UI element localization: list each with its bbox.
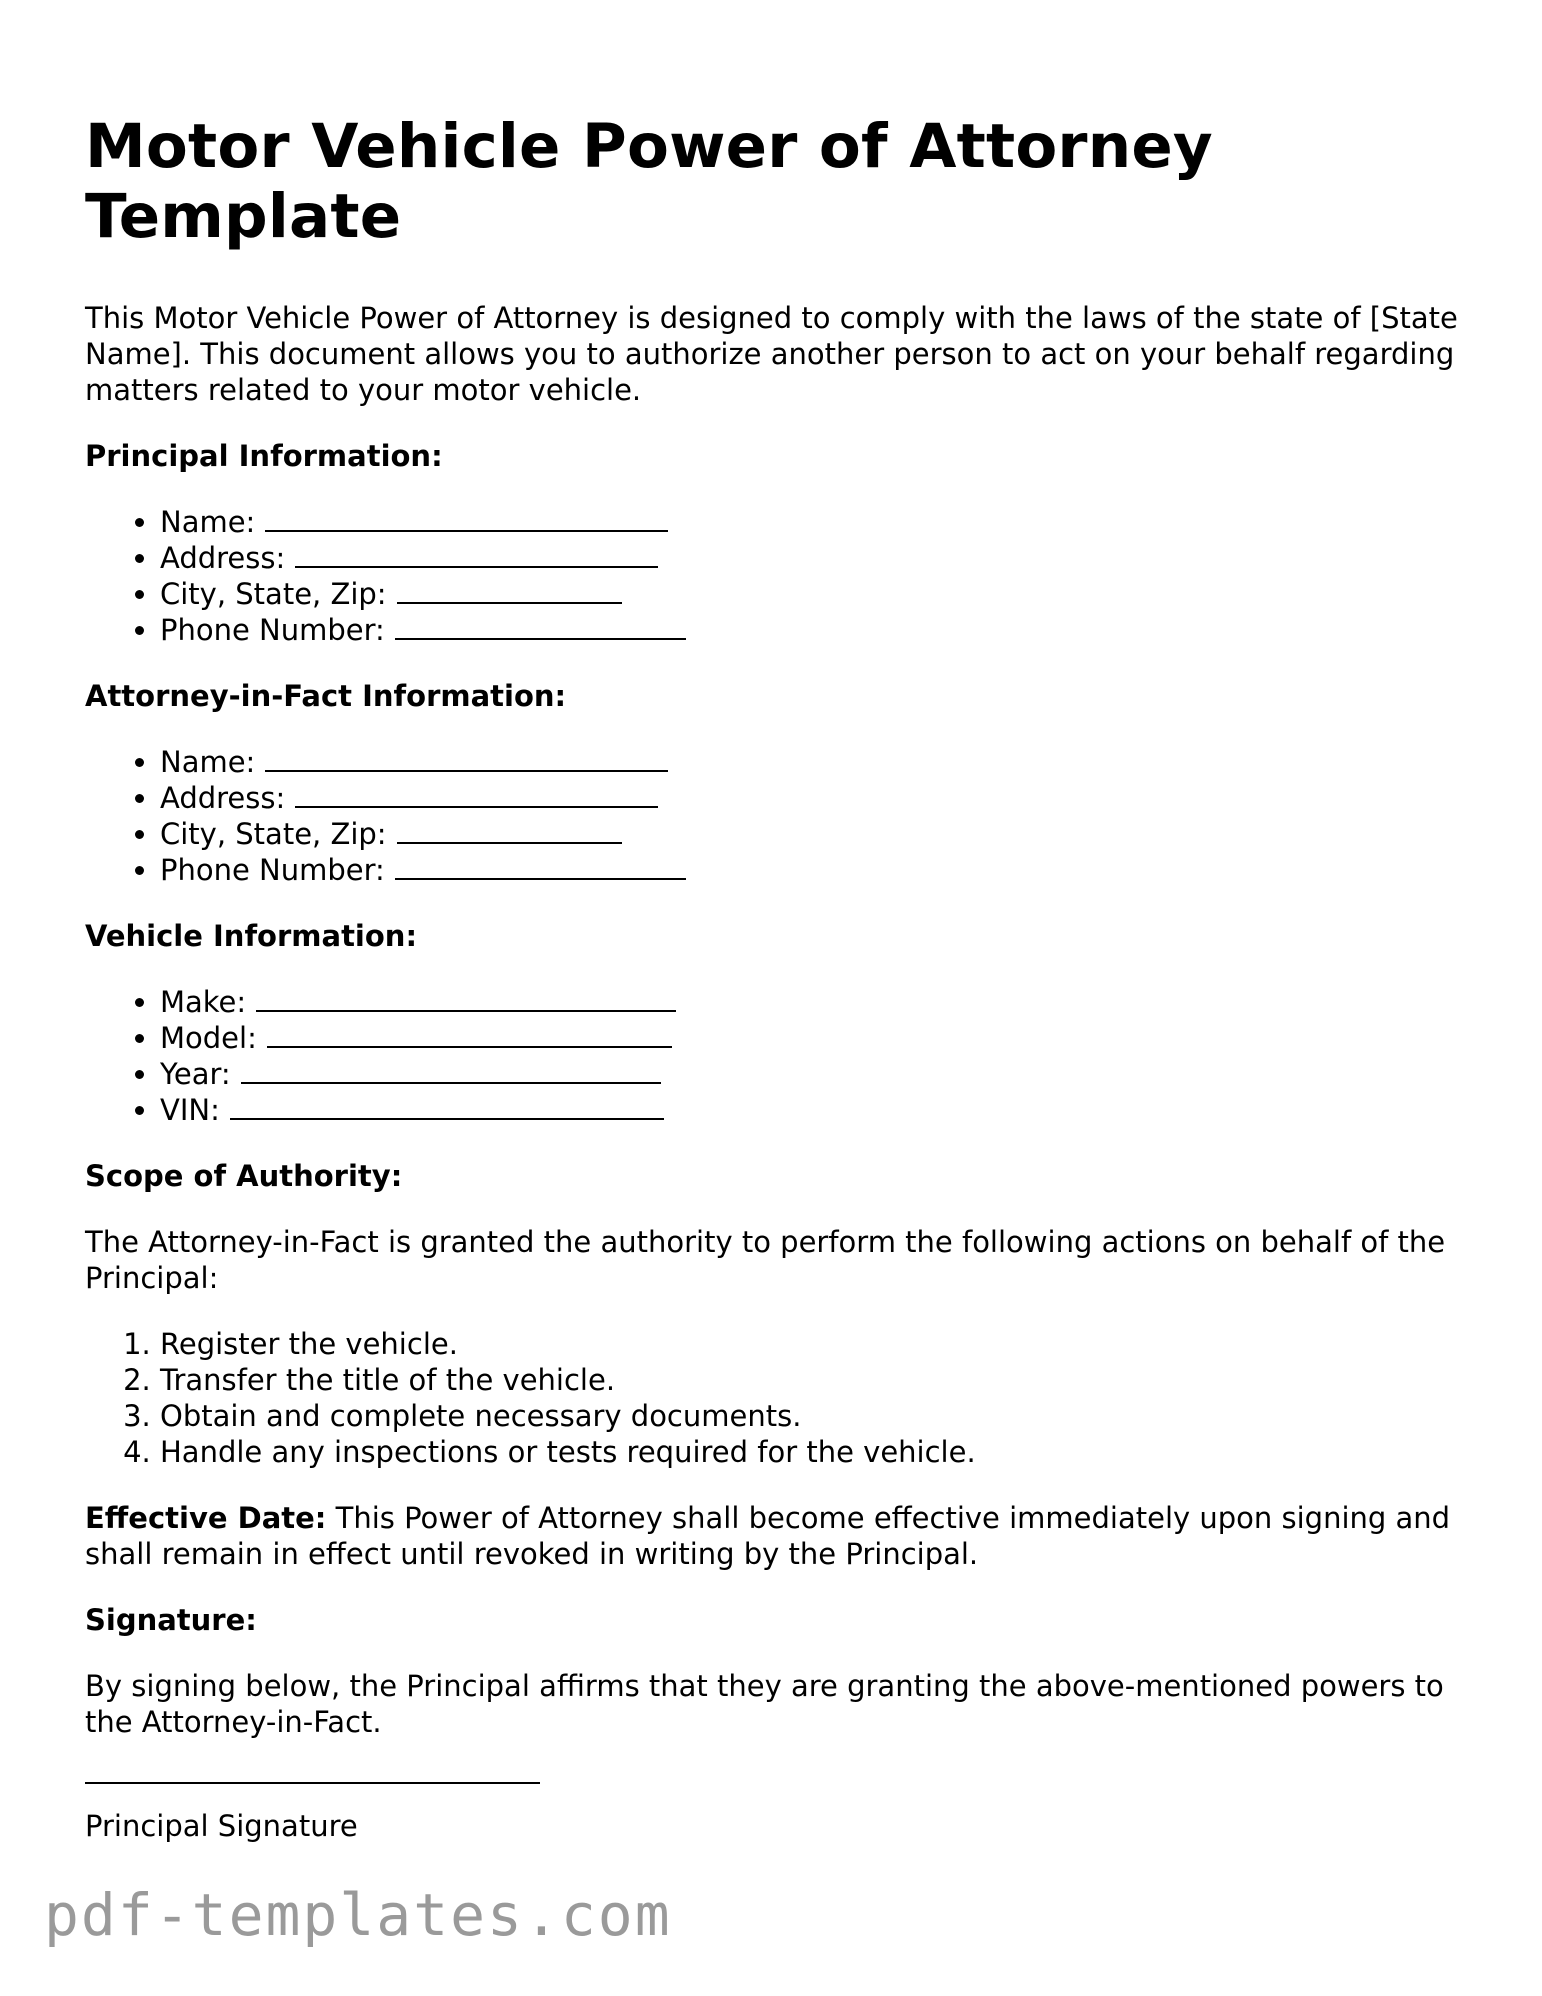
field-label: Phone Number: bbox=[160, 853, 385, 887]
principal-phone-item bbox=[160, 612, 1465, 648]
attorney-phone-blank bbox=[395, 852, 686, 880]
vehicle-make-item bbox=[160, 984, 1465, 1020]
scope-paragraph: The Attorney-in-Fact is granted the authority to perform the following actions on behalf of the Principal: bbox=[85, 1225, 1446, 1295]
intro-paragraph: This Motor Vehicle Power of Attorney is designed to comply with the laws of the state of [State Name]. This document allows you to authorize another person to act on your behalf regarding matters related to your motor vehicle. bbox=[85, 301, 1458, 407]
signature-paragraph: By signing below, the Principal affirms that they are granting the above-mentioned powers to the Attorney-in-Fact. bbox=[85, 1669, 1444, 1739]
vehicle-vin-blank bbox=[230, 1092, 664, 1120]
scope-action-list bbox=[85, 1326, 1465, 1470]
attorney-city-state-zip-item bbox=[160, 816, 1465, 852]
scope-heading: Scope of Authority: bbox=[85, 1159, 403, 1193]
scope-action-item: 4. Handle any inspections or tests required for the vehicle. bbox=[160, 1434, 1465, 1470]
field-label: VIN: bbox=[160, 1093, 220, 1127]
field-label: Model: bbox=[160, 1021, 257, 1055]
principal-heading: Principal Information: bbox=[85, 439, 443, 473]
principal-name-blank bbox=[265, 504, 668, 532]
vehicle-model-item bbox=[160, 1020, 1465, 1056]
principal-field-list bbox=[85, 504, 1465, 648]
principal-city-state-zip-blank bbox=[397, 576, 622, 604]
field-label: Name: bbox=[160, 505, 256, 539]
signature-label: Principal Signature bbox=[85, 1809, 358, 1843]
field-label: Address: bbox=[160, 781, 286, 815]
vehicle-make-blank bbox=[256, 984, 676, 1012]
vehicle-vin-item bbox=[160, 1092, 1465, 1128]
field-label: Make: bbox=[160, 985, 247, 1019]
principal-address-blank bbox=[295, 540, 658, 568]
effective-date-paragraph bbox=[85, 1500, 1465, 1572]
attorney-field-list bbox=[85, 744, 1465, 888]
field-label: Name: bbox=[160, 745, 256, 779]
field-label: City, State, Zip: bbox=[160, 817, 387, 851]
field-label: Address: bbox=[160, 541, 286, 575]
document-title: Motor Vehicle Power of Attorney Template bbox=[85, 111, 1213, 252]
attorney-name-item bbox=[160, 744, 1465, 780]
document-page bbox=[85, 112, 1465, 1844]
vehicle-field-list bbox=[85, 984, 1465, 1128]
principal-address-item bbox=[160, 540, 1465, 576]
signature-line bbox=[85, 1780, 540, 1784]
attorney-city-state-zip-blank bbox=[397, 816, 622, 844]
principal-phone-blank bbox=[395, 612, 686, 640]
principal-name-item bbox=[160, 504, 1465, 540]
vehicle-year-item bbox=[160, 1056, 1465, 1092]
scope-action-item: 1. Register the vehicle. bbox=[160, 1326, 1465, 1362]
attorney-address-blank bbox=[295, 780, 658, 808]
vehicle-heading: Vehicle Information: bbox=[85, 919, 418, 953]
principal-city-state-zip-item bbox=[160, 576, 1465, 612]
scope-action-item: 3. Obtain and complete necessary documents. bbox=[160, 1398, 1465, 1434]
attorney-phone-item bbox=[160, 852, 1465, 888]
attorney-address-item bbox=[160, 780, 1465, 816]
attorney-heading: Attorney-in-Fact Information: bbox=[85, 679, 567, 713]
effective-date-text: This Power of Attorney shall become effective immediately upon signing and shall remain in effect until revoked in writing by the Principal. bbox=[85, 1501, 1451, 1571]
field-label: City, State, Zip: bbox=[160, 577, 387, 611]
watermark: pdf-templates.com bbox=[44, 1881, 672, 1949]
signature-heading: Signature: bbox=[85, 1603, 257, 1637]
scope-action-item: 2. Transfer the title of the vehicle. bbox=[160, 1362, 1465, 1398]
vehicle-year-blank bbox=[241, 1056, 661, 1084]
attorney-name-blank bbox=[265, 744, 668, 772]
effective-date-label: Effective Date: bbox=[85, 1501, 327, 1535]
field-label: Phone Number: bbox=[160, 613, 385, 647]
vehicle-model-blank bbox=[267, 1020, 672, 1048]
field-label: Year: bbox=[160, 1057, 231, 1091]
